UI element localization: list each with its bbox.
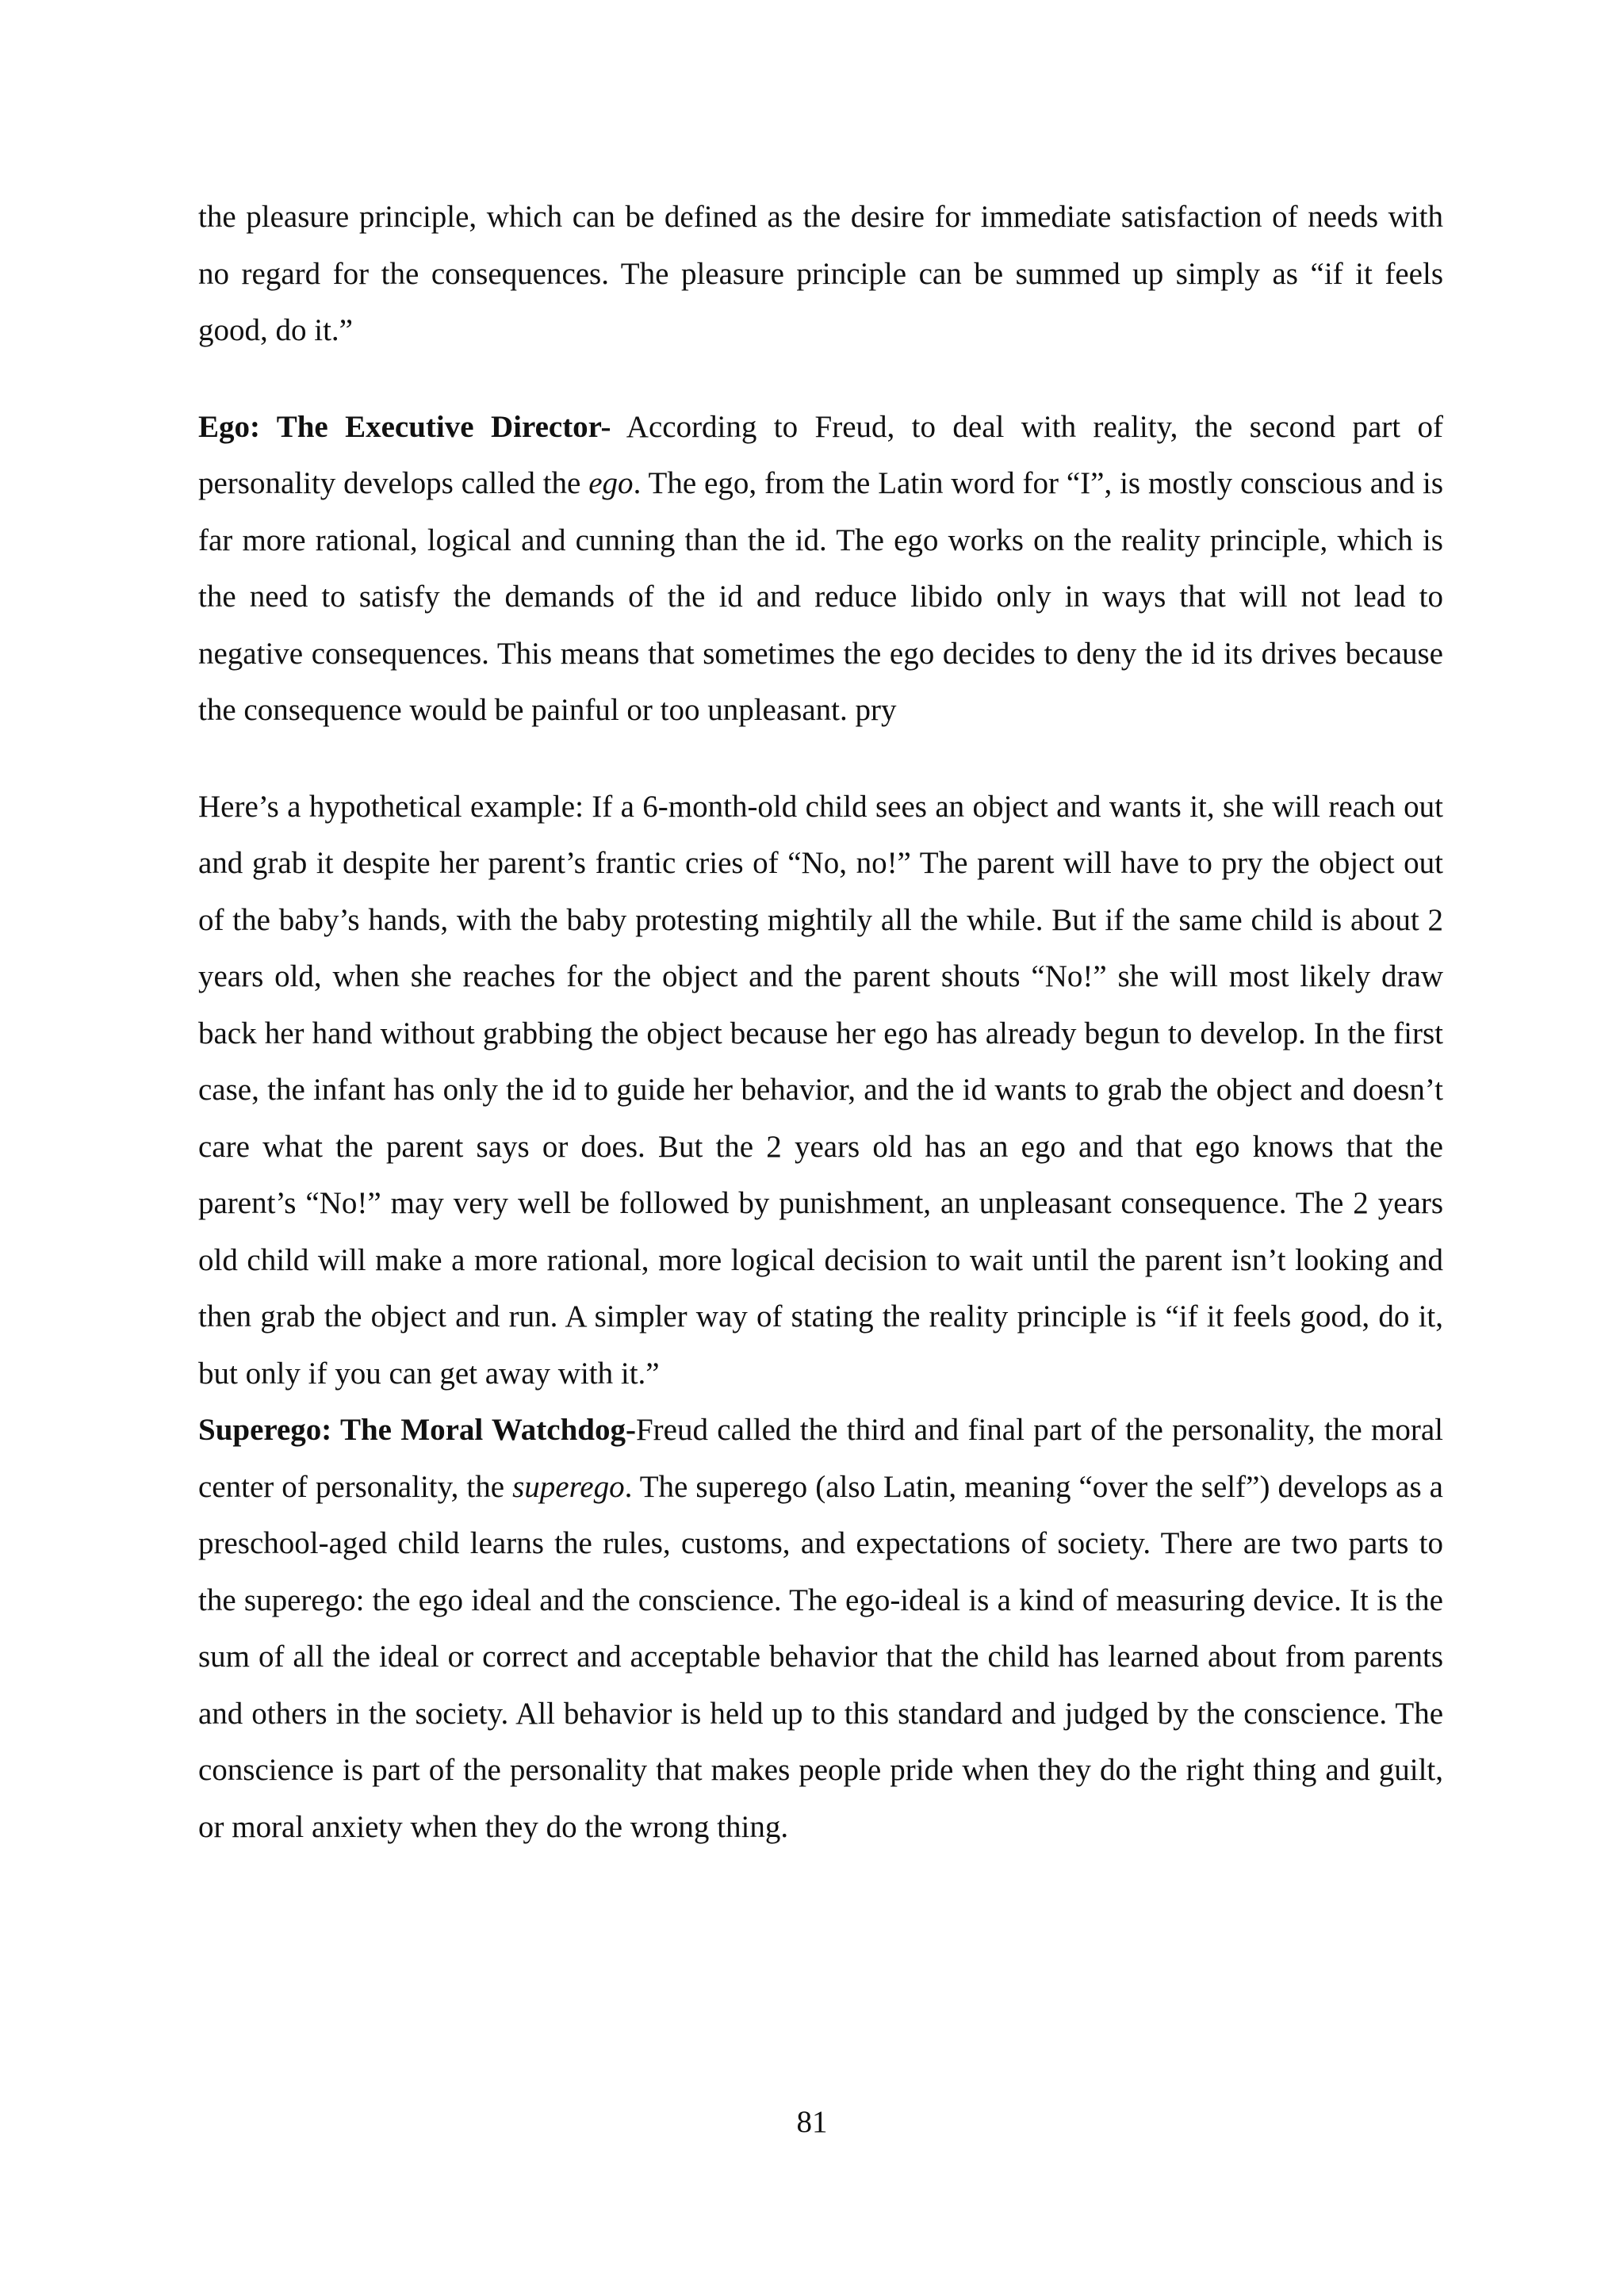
- section-heading-superego: Superego: The Moral Watchdog-: [198, 1413, 636, 1447]
- term-ego: ego: [588, 466, 634, 500]
- page-number: 81: [796, 2105, 828, 2139]
- paragraph-text: Freud called the third and final part of the personality, the moral center of personality, the: [198, 1413, 1444, 1504]
- paragraph-text: . The ego, from the Latin word for “I”, is mostly conscious and is far more rational, logical and cunning than the id. The ego works on the reality principle, which is the need to satisfy the demands of the id and reduce libido only in ways that will not lead to negative consequences. This means that sometimes the ego decides to deny the id its drives because the consequence would be painful or too unpleasant. pry: [198, 466, 1443, 727]
- term-superego: superego: [512, 1469, 625, 1504]
- paragraph-text: According to Freud, to deal with reality, the second part of personality develops called the: [198, 409, 1443, 500]
- paragraph-example: [198, 779, 1443, 1402]
- paragraph-text: the pleasure principle, which can be defined as the desire for immediate satisfaction of needs with no regard for the consequences. The pleasure principle can be summed up simply as “if it feels good, do it.”: [198, 200, 1443, 347]
- section-heading-ego: Ego: The Executive Director-: [198, 409, 611, 444]
- paragraph-text: Here’s a hypothetical example: If a 6-month-old child sees an object and wants it, she will reach out and grab it despite her parent’s frantic cries of “No, no!” The parent will have to pry the object out of the baby’s hands, with the baby protesting mightily all the while. But if the same child is about 2 years old, when she reaches for the object and the parent shouts “No!” she will most likely draw back her hand without grabbing the object because her ego has already begun to develop. In the first case, the infant has only the id to guide her behavior, and the id wants to grab the object and doesn’t care what the parent says or does. But the 2 years old has an ego and that ego knows that the parent’s “No!” may very well be followed by punishment, an unpleasant consequence. The 2 years old child will make a more rational, more logical decision to wait until the parent isn’t looking and then grab the object and run. A simpler way of stating the reality principle is “if it feels good, do it, but only if you can get away with it.”: [198, 789, 1443, 1391]
- paragraph-ego: [198, 399, 1443, 739]
- page-body: [198, 189, 1443, 1855]
- paragraph-text: . The superego (also Latin, meaning “over the self”) develops as a preschool-aged child learns the rules, customs, and expectations of society. There are two parts to the superego: the ego ideal and the conscience. The ego-ideal is a kind of measuring device. It is the sum of all the ideal or correct and acceptable behavior that the child has learned about from parents and others in the society. All behavior is held up to this standard and judged by the conscience. The conscience is part of the personality that makes people pride when they do the right thing and guilt, or moral anxiety when they do the wrong thing.: [198, 1469, 1443, 1844]
- paragraph-pleasure-principle: [198, 189, 1443, 359]
- paragraph-superego: [198, 1402, 1443, 1855]
